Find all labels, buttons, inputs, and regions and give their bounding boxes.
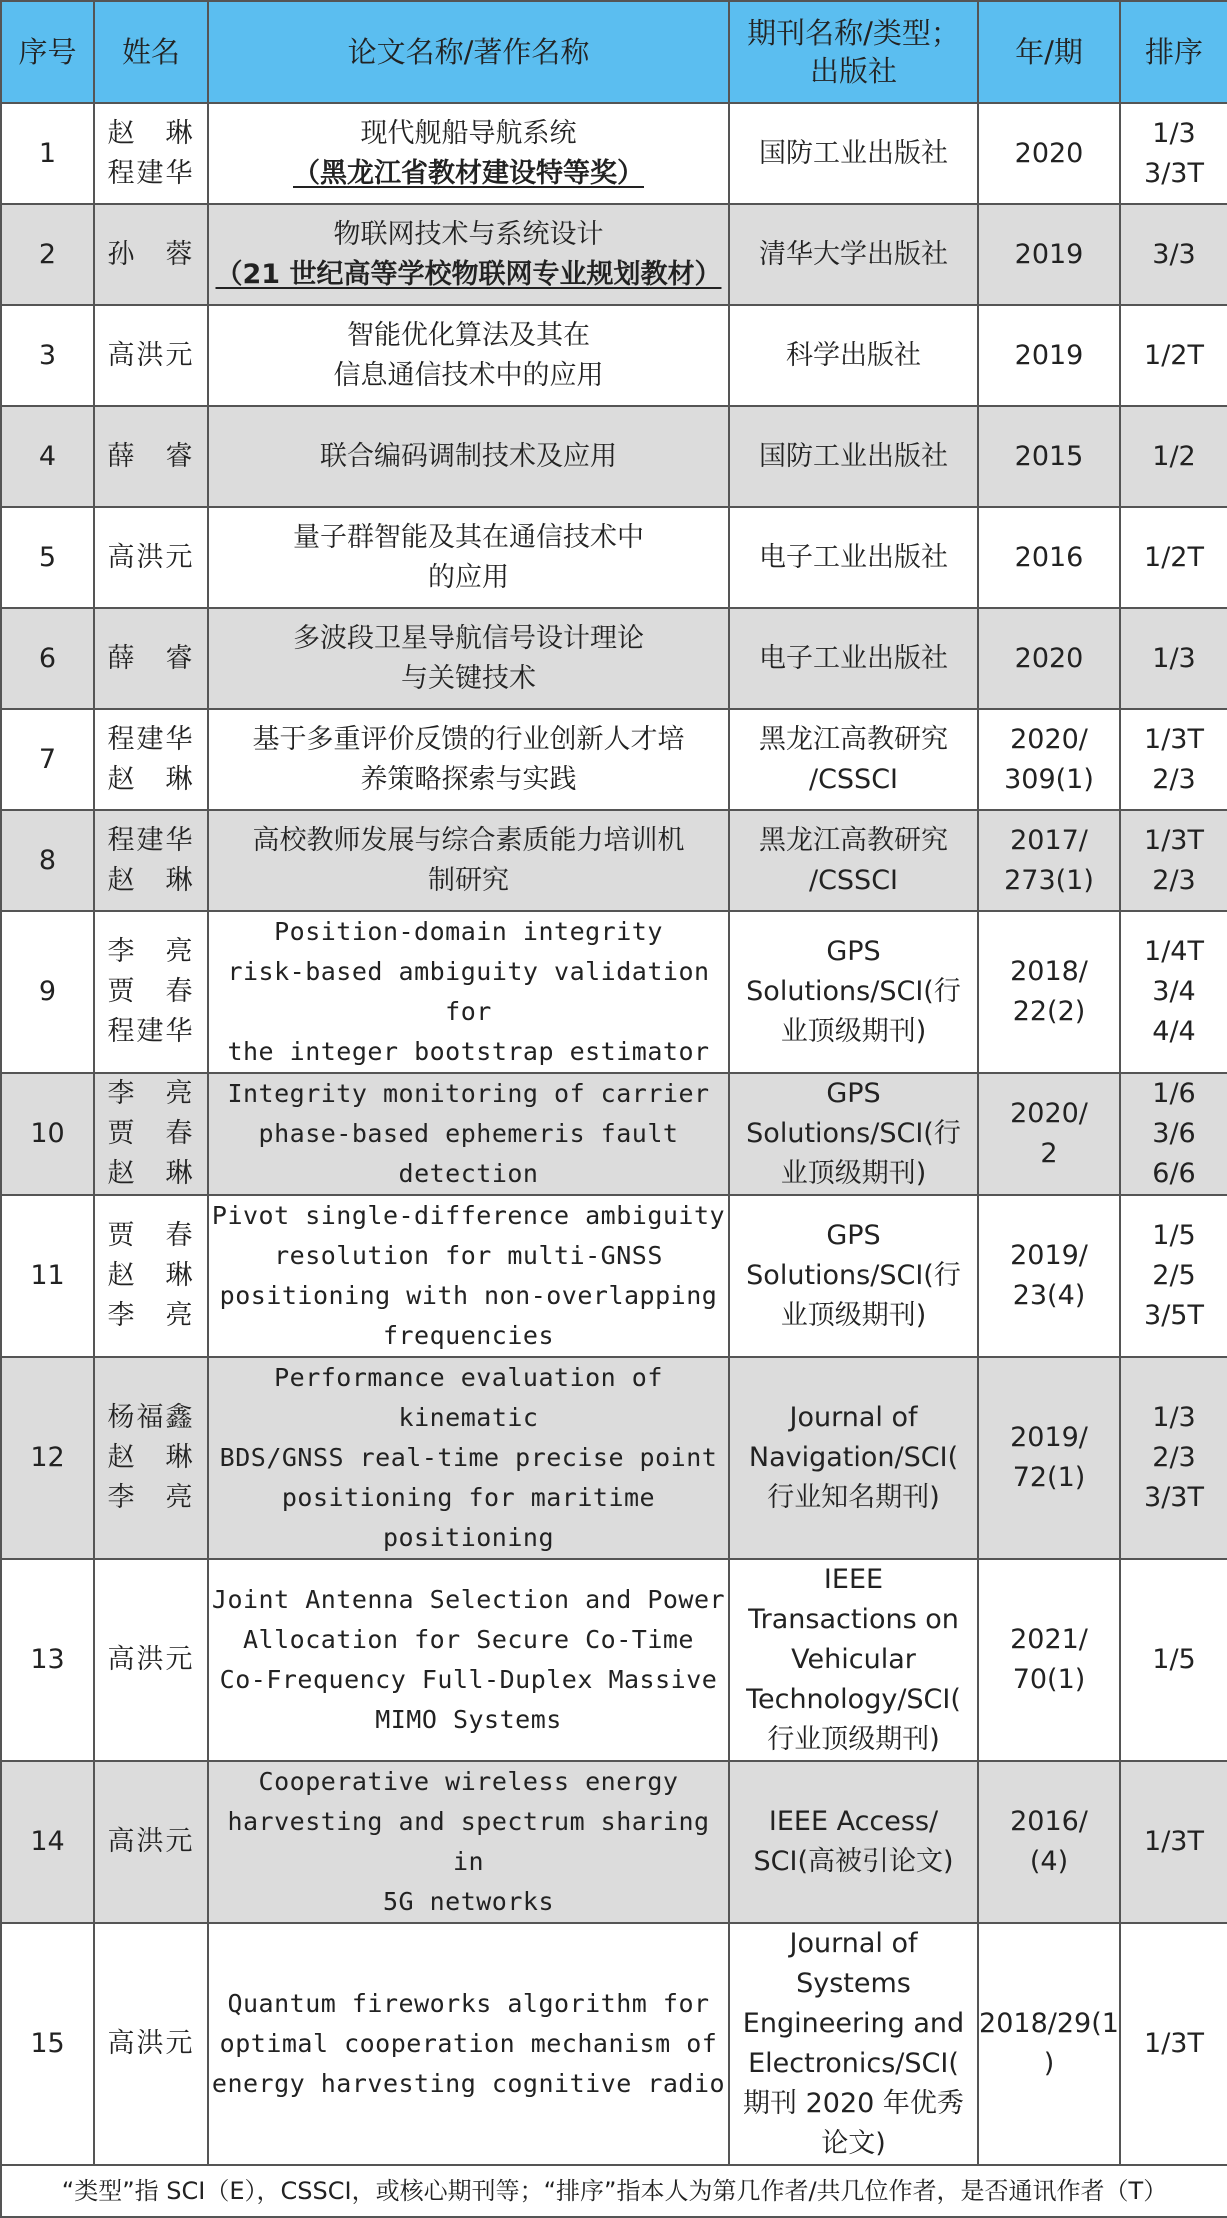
year-line: 72(1) [1012, 1462, 1086, 1493]
row-index: 2 [1, 204, 94, 305]
title-line: Co-Frequency Full-Duplex Massive [219, 1665, 718, 1694]
year-line: 2018/ [1010, 956, 1088, 987]
title-line: 量子群智能及其在通信技术中 [293, 521, 644, 553]
author-names [94, 608, 208, 709]
journal-publisher [729, 305, 978, 406]
author-names [94, 1357, 208, 1559]
author-names [94, 204, 208, 305]
author-names [94, 1073, 208, 1195]
year-issue [978, 608, 1120, 709]
title-line: harvesting and spectrum sharing in [227, 1807, 710, 1876]
work-title [208, 911, 729, 1073]
author-order [1120, 103, 1227, 204]
table-row [1, 911, 1227, 1073]
order-line: 1/3 [1152, 117, 1196, 149]
work-title [208, 1195, 729, 1357]
journal-publisher [729, 406, 978, 507]
table-row [1, 1195, 1227, 1357]
order-line: 6/6 [1152, 1158, 1196, 1189]
year-line: 2017/ [1010, 824, 1088, 856]
author-name: 李 亮 [107, 1482, 195, 1513]
order-line: 3/6 [1152, 1118, 1196, 1149]
year-line: 2019/ [1010, 1422, 1088, 1453]
title-line: 信息通信技术中的应用 [333, 359, 604, 391]
work-title [208, 709, 729, 810]
journal-publisher [729, 1073, 978, 1195]
journal-line: 科学出版社 [786, 339, 921, 371]
table-row [1, 1357, 1227, 1559]
year-issue [978, 1357, 1120, 1559]
journal-line: Electronics/SCI( [748, 2048, 959, 2079]
journal-line: Vehicular [791, 1644, 916, 1675]
journal-line: 黑龙江高教研究 [759, 723, 948, 755]
award-note: （21 世纪高等学校物联网专业规划教材） [215, 258, 722, 290]
author-name: 程建华 [107, 723, 195, 755]
title-line: 联合编码调制技术及应用 [320, 440, 617, 472]
year-issue [978, 1195, 1120, 1357]
title-line: Allocation for Secure Co-Time [243, 1625, 694, 1654]
title-line: detection [398, 1159, 539, 1188]
year-issue [978, 1761, 1120, 1923]
order-line: 3/3T [1144, 157, 1204, 189]
title-line: the integer bootstrap estimator [227, 1037, 710, 1066]
author-order [1120, 911, 1227, 1073]
title-line: Cooperative wireless energy [258, 1767, 679, 1796]
order-line: 1/3T [1144, 723, 1204, 755]
table-row [1, 406, 1227, 507]
row-index: 10 [1, 1073, 94, 1195]
row-index: 4 [1, 406, 94, 507]
title-line: resolution for multi-GNSS [274, 1241, 663, 1270]
journal-publisher [729, 103, 978, 204]
work-title [208, 1559, 729, 1761]
year-line: 2019 [1014, 339, 1084, 371]
work-title [208, 406, 729, 507]
journal-publisher [729, 1195, 978, 1357]
order-line: 3/4 [1152, 976, 1196, 1007]
order-line: 2/5 [1152, 1260, 1196, 1291]
author-name: 薛 睿 [107, 642, 195, 674]
journal-line: 期刊 2020 年优秀 [743, 2088, 964, 2119]
author-name: 赵 琳 [107, 763, 195, 795]
work-title [208, 810, 729, 911]
order-line: 1/3T [1144, 1826, 1204, 1857]
header-row [1, 1, 1227, 103]
journal-line: Journal of [789, 1402, 918, 1433]
journal-publisher [729, 709, 978, 810]
header-journal-line2: 出版社 [809, 54, 897, 88]
year-line: 2020 [1014, 137, 1084, 169]
author-name: 高洪元 [107, 339, 195, 371]
year-line: 70(1) [1012, 1664, 1086, 1695]
author-name: 程建华 [107, 157, 195, 189]
author-order [1120, 608, 1227, 709]
journal-line: Solutions/SCI(行 [746, 1118, 961, 1149]
header-name: 姓名 [94, 1, 208, 103]
author-name: 赵 琳 [107, 1260, 195, 1291]
header-journal [729, 1, 978, 103]
title-line: Quantum fireworks algorithm for [227, 1989, 710, 2018]
journal-publisher [729, 911, 978, 1073]
header-index: 序号 [1, 1, 94, 103]
order-line: 1/2T [1144, 541, 1204, 573]
order-line: 3/3 [1152, 238, 1196, 270]
title-line: 5G networks [382, 1887, 555, 1916]
author-order [1120, 709, 1227, 810]
year-line: (4) [1029, 1846, 1069, 1877]
journal-publisher [729, 1761, 978, 1923]
table-row [1, 1923, 1227, 2165]
table-row [1, 709, 1227, 810]
title-line: 物联网技术与系统设计 [333, 218, 604, 250]
journal-publisher [729, 507, 978, 608]
order-line: 1/3T [1144, 824, 1204, 856]
table-row [1, 507, 1227, 608]
table-row [1, 103, 1227, 204]
year-line: 2020/ [1010, 1098, 1088, 1129]
title-line: energy harvesting cognitive radio [211, 2069, 726, 2098]
year-line: 2021/ [1010, 1624, 1088, 1655]
author-names [94, 103, 208, 204]
author-name: 李 亮 [107, 1078, 195, 1109]
year-issue [978, 911, 1120, 1073]
title-line: 与关键技术 [401, 662, 536, 694]
year-line: 2019/ [1010, 1240, 1088, 1271]
title-line: 高校教师发展与综合素质能力培训机 [252, 824, 685, 856]
journal-line: /CSSCI [808, 864, 899, 896]
author-name: 李 亮 [107, 936, 195, 967]
journal-line: 黑龙江高教研究 [759, 824, 948, 856]
title-line: 制研究 [428, 864, 509, 896]
title-line: Pivot single-difference ambiguity [211, 1201, 726, 1230]
journal-line: GPS [826, 1220, 881, 1251]
journal-line: 国防工业出版社 [759, 440, 948, 472]
year-issue [978, 406, 1120, 507]
order-line: 1/2T [1144, 339, 1204, 371]
author-name: 杨福鑫 [107, 1402, 195, 1433]
row-index: 6 [1, 608, 94, 709]
journal-line: Solutions/SCI(行 [746, 976, 961, 1007]
row-index: 1 [1, 103, 94, 204]
title-line: Performance evaluation of kinematic [274, 1363, 663, 1432]
title-line: 智能优化算法及其在 [347, 319, 590, 351]
author-names [94, 507, 208, 608]
year-line: ) [1043, 2048, 1055, 2079]
year-issue [978, 1559, 1120, 1761]
author-order [1120, 810, 1227, 911]
journal-line: Transactions on [748, 1604, 959, 1635]
title-line: Integrity monitoring of carrier [227, 1079, 710, 1108]
year-issue [978, 709, 1120, 810]
order-line: 1/3 [1152, 642, 1196, 674]
author-names [94, 305, 208, 406]
order-line: 2/3 [1152, 763, 1196, 795]
year-line: 2016/ [1010, 1806, 1088, 1837]
journal-publisher [729, 1559, 978, 1761]
title-line: 基于多重评价反馈的行业创新人才培 [252, 723, 685, 755]
work-title [208, 305, 729, 406]
title-line: optimal cooperation mechanism of [219, 2029, 718, 2058]
author-name: 赵 琳 [107, 1442, 195, 1473]
row-index: 11 [1, 1195, 94, 1357]
title-line: Position-domain integrity [274, 917, 663, 946]
work-title [208, 103, 729, 204]
title-line: 养策略探索与实践 [360, 763, 577, 795]
author-names [94, 709, 208, 810]
title-line: positioning with non-overlapping [219, 1281, 718, 1310]
journal-publisher [729, 1357, 978, 1559]
author-name: 高洪元 [107, 1826, 195, 1857]
journal-line: 论文) [821, 2128, 886, 2159]
header-journal-line1: 期刊名称/类型； [747, 16, 960, 50]
work-title [208, 204, 729, 305]
journal-line: SCI(高被引论文) [753, 1846, 954, 1877]
work-title [208, 608, 729, 709]
journal-line: 业顶级期刊) [780, 1158, 927, 1189]
order-line: 2/3 [1152, 864, 1196, 896]
journal-line: 国防工业出版社 [759, 137, 948, 169]
order-line: 4/4 [1152, 1016, 1196, 1047]
author-names [94, 1559, 208, 1761]
author-order [1120, 406, 1227, 507]
journal-publisher [729, 810, 978, 911]
journal-line: IEEE Access/ [768, 1806, 939, 1837]
author-name: 高洪元 [107, 541, 195, 573]
journal-line: Engineering and [742, 2008, 965, 2039]
title-line: BDS/GNSS real-time precise point [219, 1443, 718, 1472]
title-line: 现代舰船导航系统 [360, 117, 577, 149]
author-name: 赵 琳 [107, 117, 195, 149]
year-issue [978, 204, 1120, 305]
table-row [1, 204, 1227, 305]
journal-line: 行业知名期刊) [767, 1482, 940, 1513]
author-name: 贾 春 [107, 1118, 195, 1149]
year-line: 23(4) [1012, 1280, 1086, 1311]
order-line: 1/2 [1152, 440, 1196, 472]
author-name: 李 亮 [107, 1300, 195, 1331]
author-names [94, 406, 208, 507]
author-order [1120, 1923, 1227, 2165]
table-row [1, 1073, 1227, 1195]
table-row [1, 305, 1227, 406]
journal-line: 清华大学出版社 [759, 238, 948, 270]
title-line: phase-based ephemeris fault [258, 1119, 679, 1148]
journal-line: GPS [826, 936, 881, 967]
year-line: 2020/ [1010, 723, 1088, 755]
author-name: 贾 春 [107, 1220, 195, 1251]
year-issue [978, 1073, 1120, 1195]
order-line: 1/3T [1144, 2028, 1204, 2059]
title-line: 的应用 [428, 561, 509, 593]
award-note: （黑龙江省教材建设特等奖） [293, 157, 644, 189]
title-line: Joint Antenna Selection and Power [211, 1585, 726, 1614]
author-name: 孙 蓉 [107, 238, 195, 270]
table-row [1, 608, 1227, 709]
year-line: 2015 [1014, 440, 1084, 472]
year-line: 2020 [1014, 642, 1084, 674]
title-line: positioning for maritime [281, 1483, 656, 1512]
author-name: 高洪元 [107, 1644, 195, 1675]
author-order [1120, 1357, 1227, 1559]
row-index: 5 [1, 507, 94, 608]
header-order: 排序 [1120, 1, 1227, 103]
work-title [208, 507, 729, 608]
author-name: 贾 春 [107, 976, 195, 1007]
author-order [1120, 507, 1227, 608]
journal-line: 业顶级期刊) [780, 1300, 927, 1331]
year-issue [978, 507, 1120, 608]
journal-line: 业顶级期刊) [780, 1016, 927, 1047]
order-line: 1/5 [1152, 1220, 1196, 1251]
year-issue [978, 103, 1120, 204]
author-names [94, 1923, 208, 2165]
author-order [1120, 1559, 1227, 1761]
table-row [1, 1559, 1227, 1761]
journal-line: GPS [826, 1078, 881, 1109]
journal-line: Systems [796, 1968, 911, 1999]
footnote-row [1, 2165, 1227, 2217]
journal-line: 行业顶级期刊) [767, 1724, 940, 1755]
header-title: 论文名称/著作名称 [208, 1, 729, 103]
journal-line: Navigation/SCI( [748, 1442, 959, 1473]
author-order [1120, 1761, 1227, 1923]
order-line: 3/5T [1144, 1300, 1204, 1331]
title-line: frequencies [382, 1321, 555, 1350]
year-line: 273(1) [1004, 864, 1094, 896]
order-line: 1/5 [1152, 1644, 1196, 1675]
order-line: 1/6 [1152, 1078, 1196, 1109]
journal-publisher [729, 608, 978, 709]
title-line: MIMO Systems [375, 1705, 562, 1734]
row-index: 15 [1, 1923, 94, 2165]
author-order [1120, 305, 1227, 406]
author-name: 程建华 [107, 824, 195, 856]
row-index: 13 [1, 1559, 94, 1761]
row-index: 9 [1, 911, 94, 1073]
table-row [1, 810, 1227, 911]
order-line: 1/4T [1144, 936, 1204, 967]
author-order [1120, 1195, 1227, 1357]
work-title [208, 1073, 729, 1195]
journal-line: Technology/SCI( [746, 1684, 961, 1715]
author-names [94, 911, 208, 1073]
journal-line: /CSSCI [808, 763, 899, 795]
journal-line: Solutions/SCI(行 [746, 1260, 961, 1291]
table-row [1, 1761, 1227, 1923]
journal-line: Journal of [789, 1928, 918, 1959]
row-index: 12 [1, 1357, 94, 1559]
author-names [94, 810, 208, 911]
journal-line: IEEE [823, 1564, 884, 1595]
author-name: 薛 睿 [107, 440, 195, 472]
journal-publisher [729, 1923, 978, 2165]
author-names [94, 1761, 208, 1923]
row-index: 3 [1, 305, 94, 406]
year-line: 2019 [1014, 238, 1084, 270]
order-line: 2/3 [1152, 1442, 1196, 1473]
year-issue [978, 810, 1120, 911]
title-line: risk-based ambiguity validation for [227, 957, 710, 1026]
year-line: 2 [1040, 1138, 1058, 1169]
row-index: 14 [1, 1761, 94, 1923]
journal-publisher [729, 204, 978, 305]
order-line: 1/3 [1152, 1402, 1196, 1433]
year-line: 309(1) [1004, 763, 1094, 795]
journal-line: 电子工业出版社 [759, 642, 948, 674]
year-line: 22(2) [1012, 996, 1086, 1027]
author-names [94, 1195, 208, 1357]
work-title [208, 1761, 729, 1923]
author-name: 赵 琳 [107, 864, 195, 896]
author-order [1120, 1073, 1227, 1195]
year-line: 2016 [1014, 541, 1084, 573]
title-line: 多波段卫星导航信号设计理论 [293, 622, 644, 654]
author-name: 程建华 [107, 1016, 195, 1047]
row-index: 7 [1, 709, 94, 810]
author-name: 高洪元 [107, 2028, 195, 2059]
year-issue [978, 1923, 1120, 2165]
year-line: 2018/29(1 [979, 2008, 1119, 2039]
header-year: 年/期 [978, 1, 1120, 103]
year-issue [978, 305, 1120, 406]
author-name: 赵 琳 [107, 1158, 195, 1189]
row-index: 8 [1, 810, 94, 911]
title-line: positioning [382, 1523, 555, 1552]
footnote: “类型”指 SCI（E），CSSCI，或核心期刊等；“排序”指本人为第几作者/共几位作者，是否通讯作者（T） [1, 2165, 1227, 2217]
work-title [208, 1923, 729, 2165]
work-title [208, 1357, 729, 1559]
order-line: 3/3T [1144, 1482, 1204, 1513]
table-body [1, 103, 1227, 2165]
author-order [1120, 204, 1227, 305]
journal-line: 电子工业出版社 [759, 541, 948, 573]
